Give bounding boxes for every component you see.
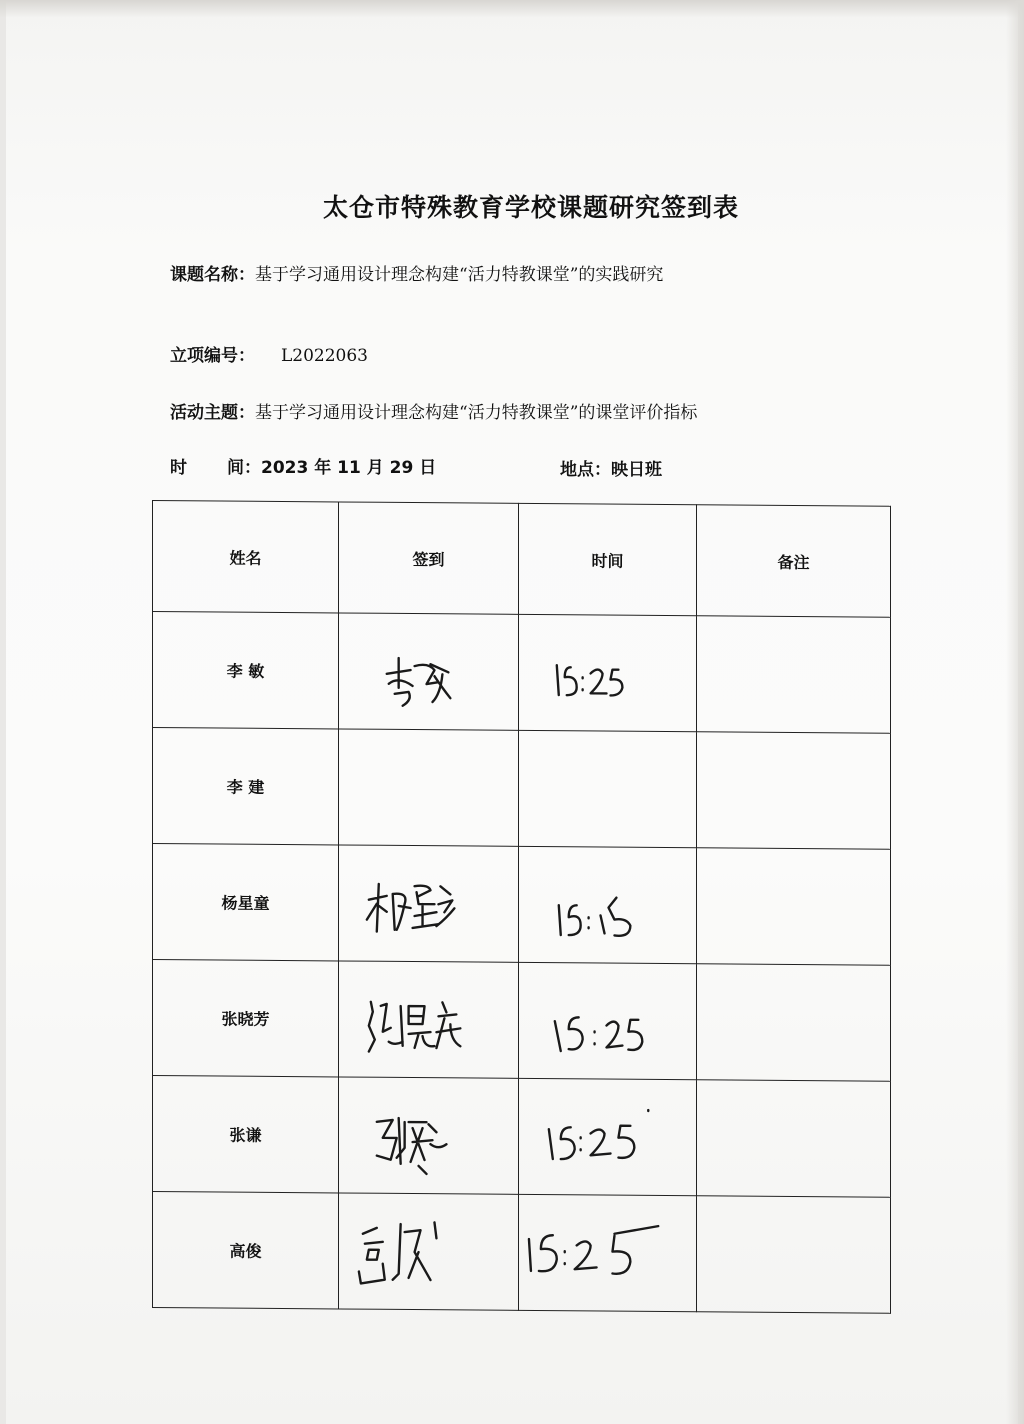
topic-value: 基于学习通用设计理念构建“活力特教课堂”的实践研究 <box>255 265 664 285</box>
cell-signature <box>339 961 519 1078</box>
handwritten-signature <box>339 845 518 961</box>
cell-signature <box>339 729 519 846</box>
cell-name: 张晓芳 <box>153 960 339 1077</box>
time-label-rest: 间： <box>227 458 261 478</box>
topic-line <box>170 260 663 285</box>
table-row <box>153 612 891 734</box>
cell-time <box>519 1078 697 1195</box>
handwritten-signature <box>339 1193 518 1309</box>
cell-remark <box>697 848 891 966</box>
handwritten-time <box>519 1079 696 1195</box>
time-label-first: 时 <box>170 458 187 478</box>
table-row <box>153 1076 891 1198</box>
cell-name: 李 敏 <box>153 612 339 729</box>
project-label: 立项编号： <box>170 346 255 366</box>
cell-time <box>519 1194 697 1311</box>
cell-time <box>519 846 697 963</box>
signin-table-wrap <box>152 500 890 1311</box>
handwritten-signature <box>339 961 518 1077</box>
topic-label: 课题名称： <box>170 265 255 285</box>
place-label: 地点： <box>560 460 611 480</box>
table-row <box>153 844 891 966</box>
cell-remark <box>697 732 891 850</box>
handwritten-signature <box>339 1077 518 1193</box>
cell-signature <box>339 613 519 730</box>
header-remark: 备注 <box>697 505 891 618</box>
theme-value: 基于学习通用设计理念构建“活力特教课堂”的课堂评价指标 <box>255 403 698 423</box>
cell-time <box>519 962 697 1079</box>
table-row <box>153 1192 891 1314</box>
time-line <box>170 453 436 478</box>
cell-signature <box>339 845 519 962</box>
time-value: 2023 年 11 月 29 日 <box>261 458 437 478</box>
header-name: 姓名 <box>153 501 339 613</box>
table-row <box>153 728 891 850</box>
document-title: 太仓市特殊教育学校课题研究签到表 <box>322 193 739 222</box>
cell-name: 张谦 <box>153 1076 339 1193</box>
paper-shadow <box>0 0 1024 18</box>
project-value: L2022063 <box>281 346 369 366</box>
table-header-row <box>153 501 891 618</box>
cell-time <box>519 730 697 847</box>
cell-remark <box>697 1080 891 1198</box>
table-row <box>153 960 891 1082</box>
cell-name: 李 建 <box>153 728 339 845</box>
place-line <box>560 455 662 480</box>
cell-time <box>519 614 697 731</box>
cell-signature <box>339 1077 519 1194</box>
place-value: 映日班 <box>611 460 662 480</box>
theme-line <box>170 398 697 423</box>
signin-table <box>152 500 891 1314</box>
cell-remark <box>697 616 891 734</box>
handwritten-time <box>519 963 696 1079</box>
cell-name: 杨星童 <box>153 844 339 961</box>
handwritten-signature <box>339 613 518 729</box>
handwritten-time <box>519 615 696 731</box>
cell-name: 高俊 <box>153 1192 339 1309</box>
cell-remark <box>697 1196 891 1314</box>
header-time: 时间 <box>519 503 697 615</box>
cell-remark <box>697 964 891 1082</box>
theme-label: 活动主题： <box>170 403 255 423</box>
header-signature: 签到 <box>339 502 519 614</box>
handwritten-time <box>519 847 696 963</box>
cell-signature <box>339 1193 519 1310</box>
project-line <box>170 341 368 366</box>
handwritten-time <box>519 1195 696 1311</box>
